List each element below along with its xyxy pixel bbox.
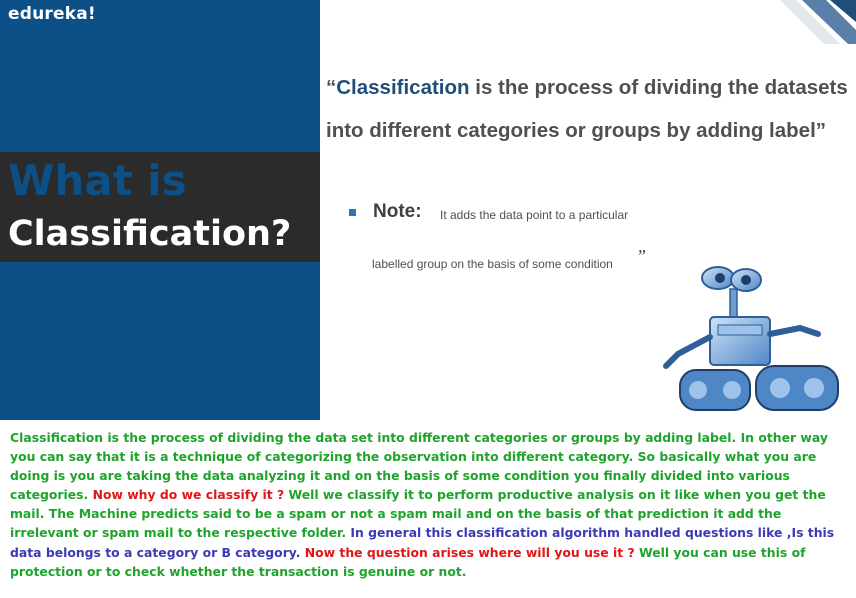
- note-bullet-icon: [349, 209, 356, 216]
- note-close-quote: ”: [636, 246, 647, 266]
- note-text-line2: labelled group on the basis of some condition: [372, 257, 613, 271]
- classification-quote: [326, 66, 851, 152]
- robot-illustration-icon: [650, 262, 850, 420]
- caption-segment: Well we classify it to perform productive analysis on it like when you get the mail. The Machine predicts said to be a spam or not a spam mail and on the basis of that prediction it add the irrelevant or spam mail to the respective folder.: [10, 487, 826, 541]
- corner-stripes-decoration: [766, 0, 856, 44]
- quote-line2: into different categories or groups by adding label”: [326, 119, 827, 142]
- caption-segment: Now the question arises where will you use it ?: [304, 544, 639, 560]
- caption-segment: In general this classification algorithm handled questions like ,Is this data belongs to a category or B category.: [10, 525, 835, 560]
- slide-title-line2: Classification?: [8, 214, 292, 254]
- caption-segment: Now why do we classify it ?: [92, 487, 289, 503]
- quote-highlight: Classification: [336, 76, 470, 99]
- quote-rest-line1: is the process of dividing the datasets: [469, 76, 848, 99]
- note-label: Note:: [373, 201, 422, 222]
- caption-paragraph: [10, 428, 846, 581]
- caption-segment: Classification is the process of dividing the data set into different categories or groups by adding label. In other way you can say that it is a technique of categorizing the observation into different category. So basically what you are doing is you are taking the data analyzing it and on the basis of some condition you finally divided into various categories.: [10, 430, 828, 503]
- note-text-line1: It adds the data point to a particular: [440, 208, 629, 222]
- caption-segment: Well you can use this of protection or to check whether the transaction is genuine or not.: [10, 544, 806, 579]
- slide-title-line1: What is: [8, 156, 187, 205]
- brand-logo: edureka!: [8, 4, 96, 24]
- quote-open: “: [326, 76, 337, 99]
